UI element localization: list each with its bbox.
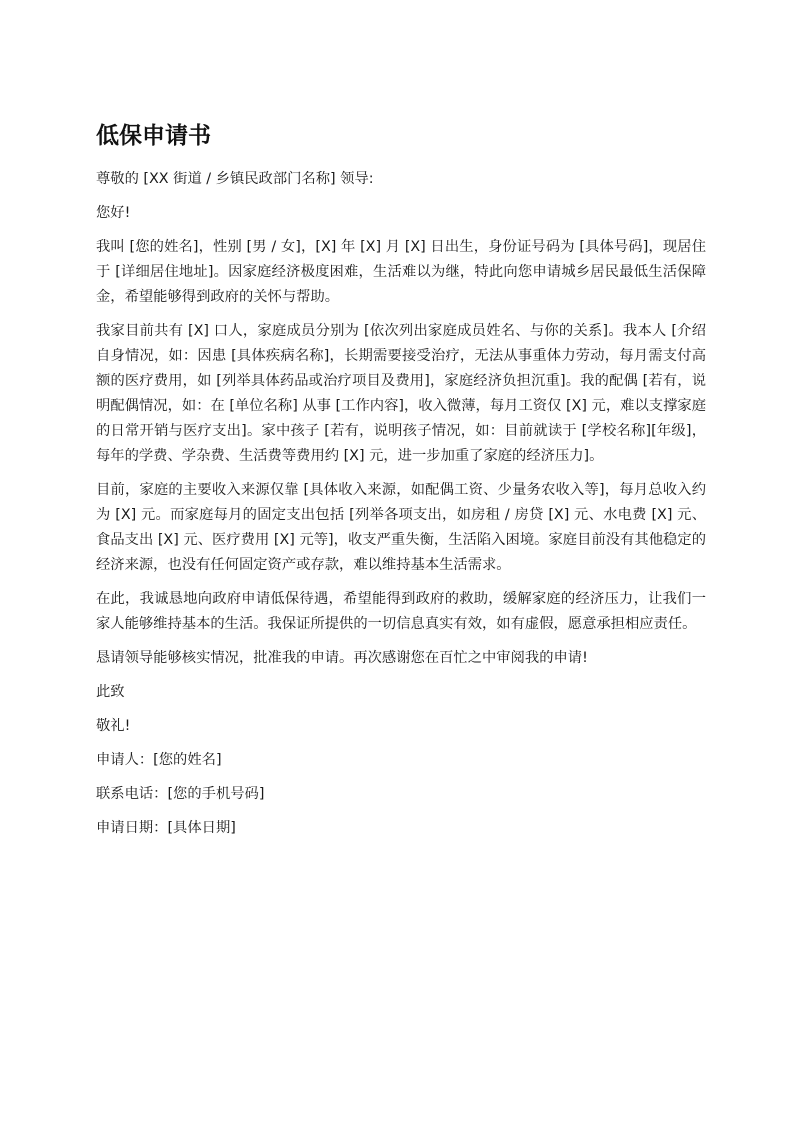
closing-ci-zhi: 此致 [96, 684, 125, 700]
greeting: 您好! [96, 205, 131, 221]
salutation: 尊敬的 [XX 街道 / 乡镇民政部门名称] 领导: [96, 171, 374, 187]
applicant-line: 申请人：[您的姓名] [96, 752, 222, 768]
body-paragraph-thanks: 恳请领导能够核实情况，批准我的申请。再次感谢您在百忙之中审阅我的申请! [96, 650, 588, 666]
document-title: 低保申请书 [96, 123, 211, 149]
body-paragraph-personal-info: 我叫 [您的姓名]，性别 [男 / 女]，[X] 年 [X] 月 [X] 日出生，身份证号码为 [具体号码]，现居住于 [详细居住地址]。因家庭经济极度困难，生活难以为继，特此向您申请城乡居民最低生活保障金，希望能够得到政府的关怀与帮助。 [96, 239, 706, 305]
closing-jing-li: 敬礼! [96, 718, 131, 734]
body-paragraph-request: 在此，我诚恳地向政府申请低保待遇，希望能得到政府的救助，缓解家庭的经济压力，让我们一家人能够维持基本的生活。我保证所提供的一切信息真实有效，如有虚假，愿意承担相应责任。 [96, 591, 706, 632]
phone-line: 联系电话：[您的手机号码] [96, 786, 265, 802]
document-page [96, 118, 706, 850]
date-line: 申请日期：[具体日期] [96, 820, 236, 836]
body-paragraph-income-expenses: 目前，家庭的主要收入来源仅靠 [具体收入来源，如配偶工资、少量务农收入等]，每月总收入约为 [X] 元。而家庭每月的固定支出包括 [列举各项支出，如房租 / 房贷 [X] 元、水电费 [X] 元、食品支出 [X] 元、医疗费用 [X] 元等]，收支严重失衡，生活陷入困境。家庭目前没有其他稳定的经济来源，也没有任何固定资产或存款，难以维持基本生活需求。 [96, 482, 706, 573]
body-paragraph-family-members: 我家目前共有 [X] 口人，家庭成员分别为 [依次列出家庭成员姓名、与你的关系]。我本人 [介绍自身情况，如：因患 [具体疾病名称]，长期需要接受治疗，无法从事重体力劳动，每月需支付高额的医疗费用，如 [列举具体药品或治疗项目及费用]，家庭经济负担沉重]。我的配偶 [若有，说明配偶情况，如：在 [单位名称] 从事 [工作内容]，收入微薄，每月工资仅 [X] 元，难以支撑家庭的日常开销与医疗支出]。家中孩子 [若有，说明孩子情况，如：目前就读于 [学校名称][年级]，每年的学费、学杂费、生活费等费用约 [X] 元，进一步加重了家庭的经济压力]。 [96, 323, 706, 464]
